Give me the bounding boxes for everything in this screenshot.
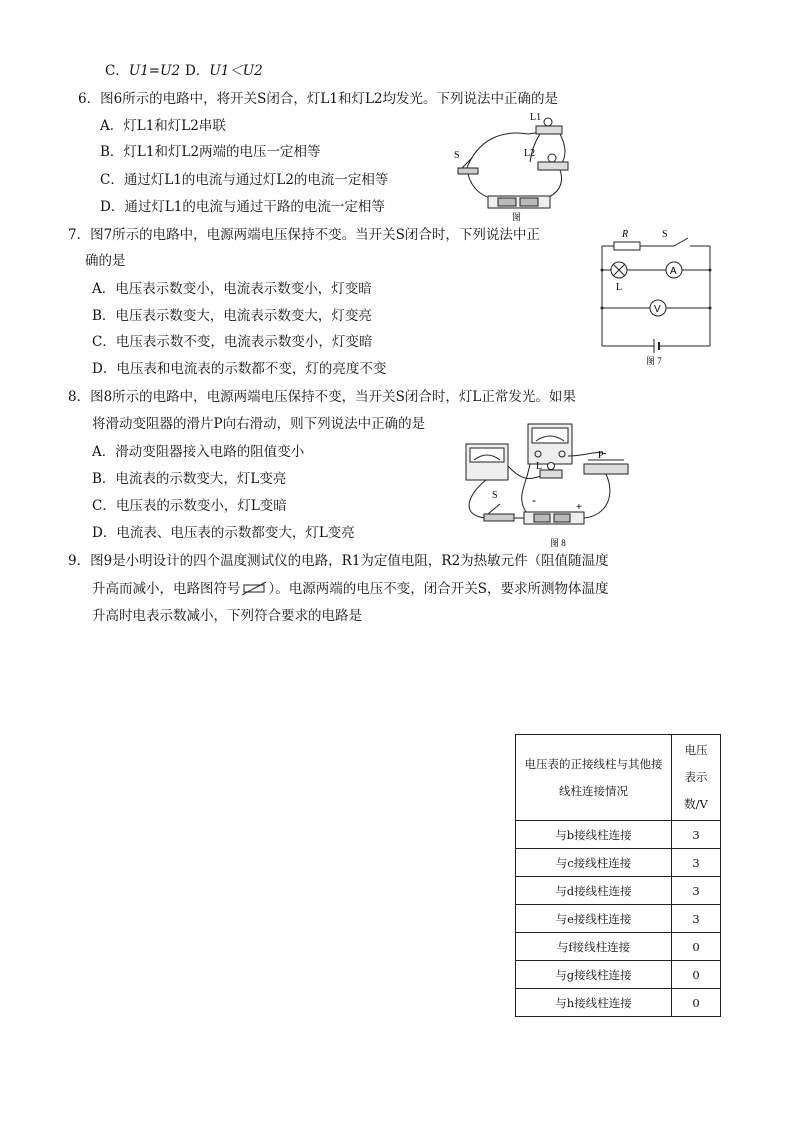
figure-6-circuit [448, 108, 578, 222]
table-row [516, 961, 721, 989]
fig7-ammeter-a: A [670, 266, 677, 277]
table-cell-connection: 与d接线柱连接 [516, 877, 672, 905]
table-cell-connection: 与c接线柱连接 [516, 849, 672, 877]
table-row [516, 821, 721, 849]
thermistor-symbol-icon [241, 581, 269, 595]
fig8-label-p: P [598, 450, 604, 461]
q7-option-c: C．电压表示数不变，电流表示数变小，灯变暗 [92, 334, 373, 350]
table-header-voltage: 电压表示数/V [672, 735, 721, 821]
q6-option-d: D．通过灯L1的电流与通过干路的电流一定相等 [100, 199, 385, 215]
q7-stem-line1: 7．图7所示的电路中，电源两端电压保持不变。当开关S闭合时，下列说法中正 [68, 227, 540, 243]
fig6-label-l2: L2 [524, 148, 536, 159]
table-cell-connection: 与f接线柱连接 [516, 933, 672, 961]
fig8-label-s: S [492, 490, 498, 501]
q7-option-a: A．电压表示数变小，电流表示数变小，灯变暗 [92, 281, 372, 297]
fig6-label-s: S [454, 150, 460, 161]
q8-option-c: C．电压表的示数变小，灯L变暗 [92, 498, 287, 514]
q6-option-c: C．通过灯L1的电流与通过灯L2的电流一定相等 [100, 172, 389, 188]
fig7-label-s: S [662, 229, 668, 240]
table-cell-connection: 与e接线柱连接 [516, 905, 672, 933]
table-cell-value: 0 [672, 961, 721, 989]
figure-7-circuit [594, 224, 718, 370]
table-row [516, 989, 721, 1017]
q9-line1: 9．图9是小明设计的四个温度测试仪的电路，R1为定值电阻，R2为热敏元件（阻值随温度 [68, 553, 609, 569]
q7-stem-line2: 确的是 [85, 253, 126, 269]
fig8-label-l: L [536, 461, 543, 472]
q8-option-b: B．电流表的示数变大，灯L变亮 [92, 471, 287, 487]
q6-stem: 6．图6所示的电路中，将开关S闭合，灯L1和灯L2均发光。下列说法中正确的是 [78, 91, 559, 107]
table-row [516, 905, 721, 933]
table-cell-value: 0 [672, 989, 721, 1017]
fig7-voltmeter-v: V [654, 304, 661, 315]
q7-option-b: B．电压表示数变大，电流表示数变大，灯变亮 [92, 308, 372, 324]
table-cell-value: 0 [672, 933, 721, 961]
fig6-caption: 图 [512, 212, 522, 222]
table-cell-connection: 与g接线柱连接 [516, 961, 672, 989]
table-row [516, 849, 721, 877]
fig7-label-r: R [622, 229, 629, 240]
q8-stem-line2: 将滑动变阻器的滑片P向右滑动，则下列说法中正确的是 [92, 416, 426, 432]
table-cell-value: 3 [672, 821, 721, 849]
q5-option-d: D．U1＜U2 [185, 63, 263, 79]
q8-option-a: A．滑动变阻器接入电路的阻值变小 [92, 444, 305, 460]
q5-option-c: C．U1=U2 [105, 63, 181, 79]
fig7-label-l: L [616, 282, 623, 293]
figure-8-circuit [456, 416, 636, 552]
table-header-connection: 电压表的正接线柱与其他接线柱连接情况 [516, 735, 672, 821]
q6-option-a: A．灯L1和灯L2串联 [100, 118, 226, 134]
q7-option-d: D．电压表和电流表的示数都不变，灯的亮度不变 [92, 361, 387, 377]
table-row [516, 933, 721, 961]
q9-line3: 升高时电表示数减小，下列符合要求的电路是 [92, 608, 362, 624]
table-cell-value: 3 [672, 905, 721, 933]
fig8-label-plus: + [576, 502, 582, 513]
table-cell-connection: 与h接线柱连接 [516, 989, 672, 1017]
q9-line2: 升高而减小，电路图符号 ）。电源两端的电压不变，闭合开关S，要求所测物体温度 [92, 581, 609, 597]
fig7-caption: 图 7 [646, 356, 662, 366]
table-cell-value: 3 [672, 877, 721, 905]
q8-stem-line1: 8．图8所示的电路中，电源两端电压保持不变，当开关S闭合时，灯L正常发光。如果 [68, 389, 576, 405]
q8-option-d: D．电流表、电压表的示数都变大，灯L变亮 [92, 525, 355, 541]
fig8-caption: 图 8 [550, 538, 566, 548]
fig8-label-minus: - [532, 493, 536, 507]
fig6-label-l1: L1 [530, 112, 542, 123]
q6-option-b: B．灯L1和灯L2两端的电压一定相等 [100, 144, 321, 160]
voltmeter-connection-table [515, 734, 721, 1017]
table-header-row [516, 735, 721, 821]
table-cell-value: 3 [672, 849, 721, 877]
table-row [516, 877, 721, 905]
table-cell-connection: 与b接线柱连接 [516, 821, 672, 849]
